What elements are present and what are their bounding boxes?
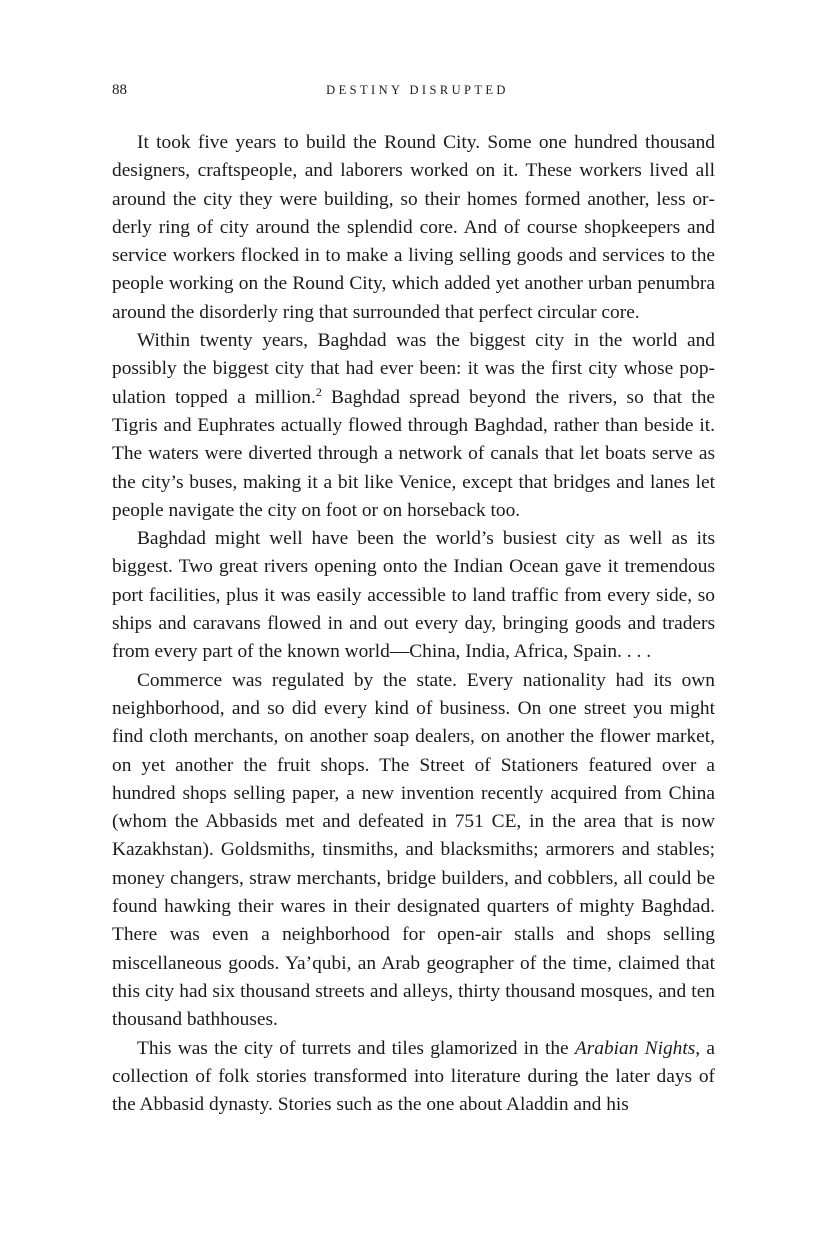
paragraph — [112, 1035, 715, 1120]
book-title: DESTINY DISRUPTED — [326, 83, 509, 97]
paragraph-text: a collection of folk stories transformed into literature during the later days of the Abbasid dynasty. Stories such as the one about Aladdin and his — [112, 1037, 715, 1116]
paragraph-text: Within twenty years, Baghdad was the biggest city in the world and possibly the biggest city that had ever been: it was the first city whose population topped a million. — [112, 330, 715, 408]
body-text — [112, 129, 715, 1119]
book-title-italic: Arabian Nights, — [574, 1037, 701, 1059]
paragraph: Baghdad might well have been the world’s busiest city as well as its biggest. Two great rivers opening onto the Indian Ocean gave it tremendous port facilities, plus it was easily accessible to land traffic from every side, so ships and caravans flowed in and out every day, bringing goods and traders from every part of the known world—China, India, Africa, Spain. . . . — [112, 528, 715, 663]
paragraph — [112, 327, 715, 525]
page-number: 88 — [112, 82, 127, 98]
paragraph-text: Baghdad spread beyond the rivers, so that the Tigris and Euphrates actually flowed through Baghdad, rather than beside it. The waters were diverted through a network of canals that let boats serve as the city’s buses, making it a bit like Venice, except that bridges and lanes let people navigate the city on foot or on horseback too. — [112, 386, 715, 521]
running-head — [112, 80, 715, 102]
paragraph-text: This was the city of turrets and tiles glamorized in the — [137, 1037, 575, 1059]
paragraph: Commerce was regulated by the state. Every nationality had its own neighborhood, and so did every kind of business. On one street you might find cloth merchants, on another soap dealers, on another the flower market, on yet another the fruit shops. The Street of Stationers featured over a hundred shops selling paper, a new invention recently acquired from China (whom the Abbasids met and defeated in 751 CE, in the area that is now Kazakhstan). Goldsmiths, tinsmiths, and blacksmiths; armorers and stables; money changers, straw merchants, bridge builders, and cobblers, all could be found hawking their wares in their designated quarters of mighty Baghdad. There was even a neighborhood for open-air stalls and shops selling miscellaneous goods. Ya’qubi, an Arab geographer of the time, claimed that this city had six thousand streets and alleys, thirty thousand mosques, and ten thousand bathhouses. — [112, 669, 715, 1031]
paragraph: It took five years to build the Round City. Some one hundred thousand designers, craftspeople, and laborers worked on it. These workers lived all around the city they were building, so their homes formed another, less orderly ring of city around the splendid core. And of course shopkeepers and service workers flocked in to make a living selling goods and services to the people working on the Round City, which added yet another urban penumbra around the disorderly ring that surrounded that perfect circular core. — [112, 132, 715, 323]
footnote-reference: 2 — [315, 384, 322, 399]
